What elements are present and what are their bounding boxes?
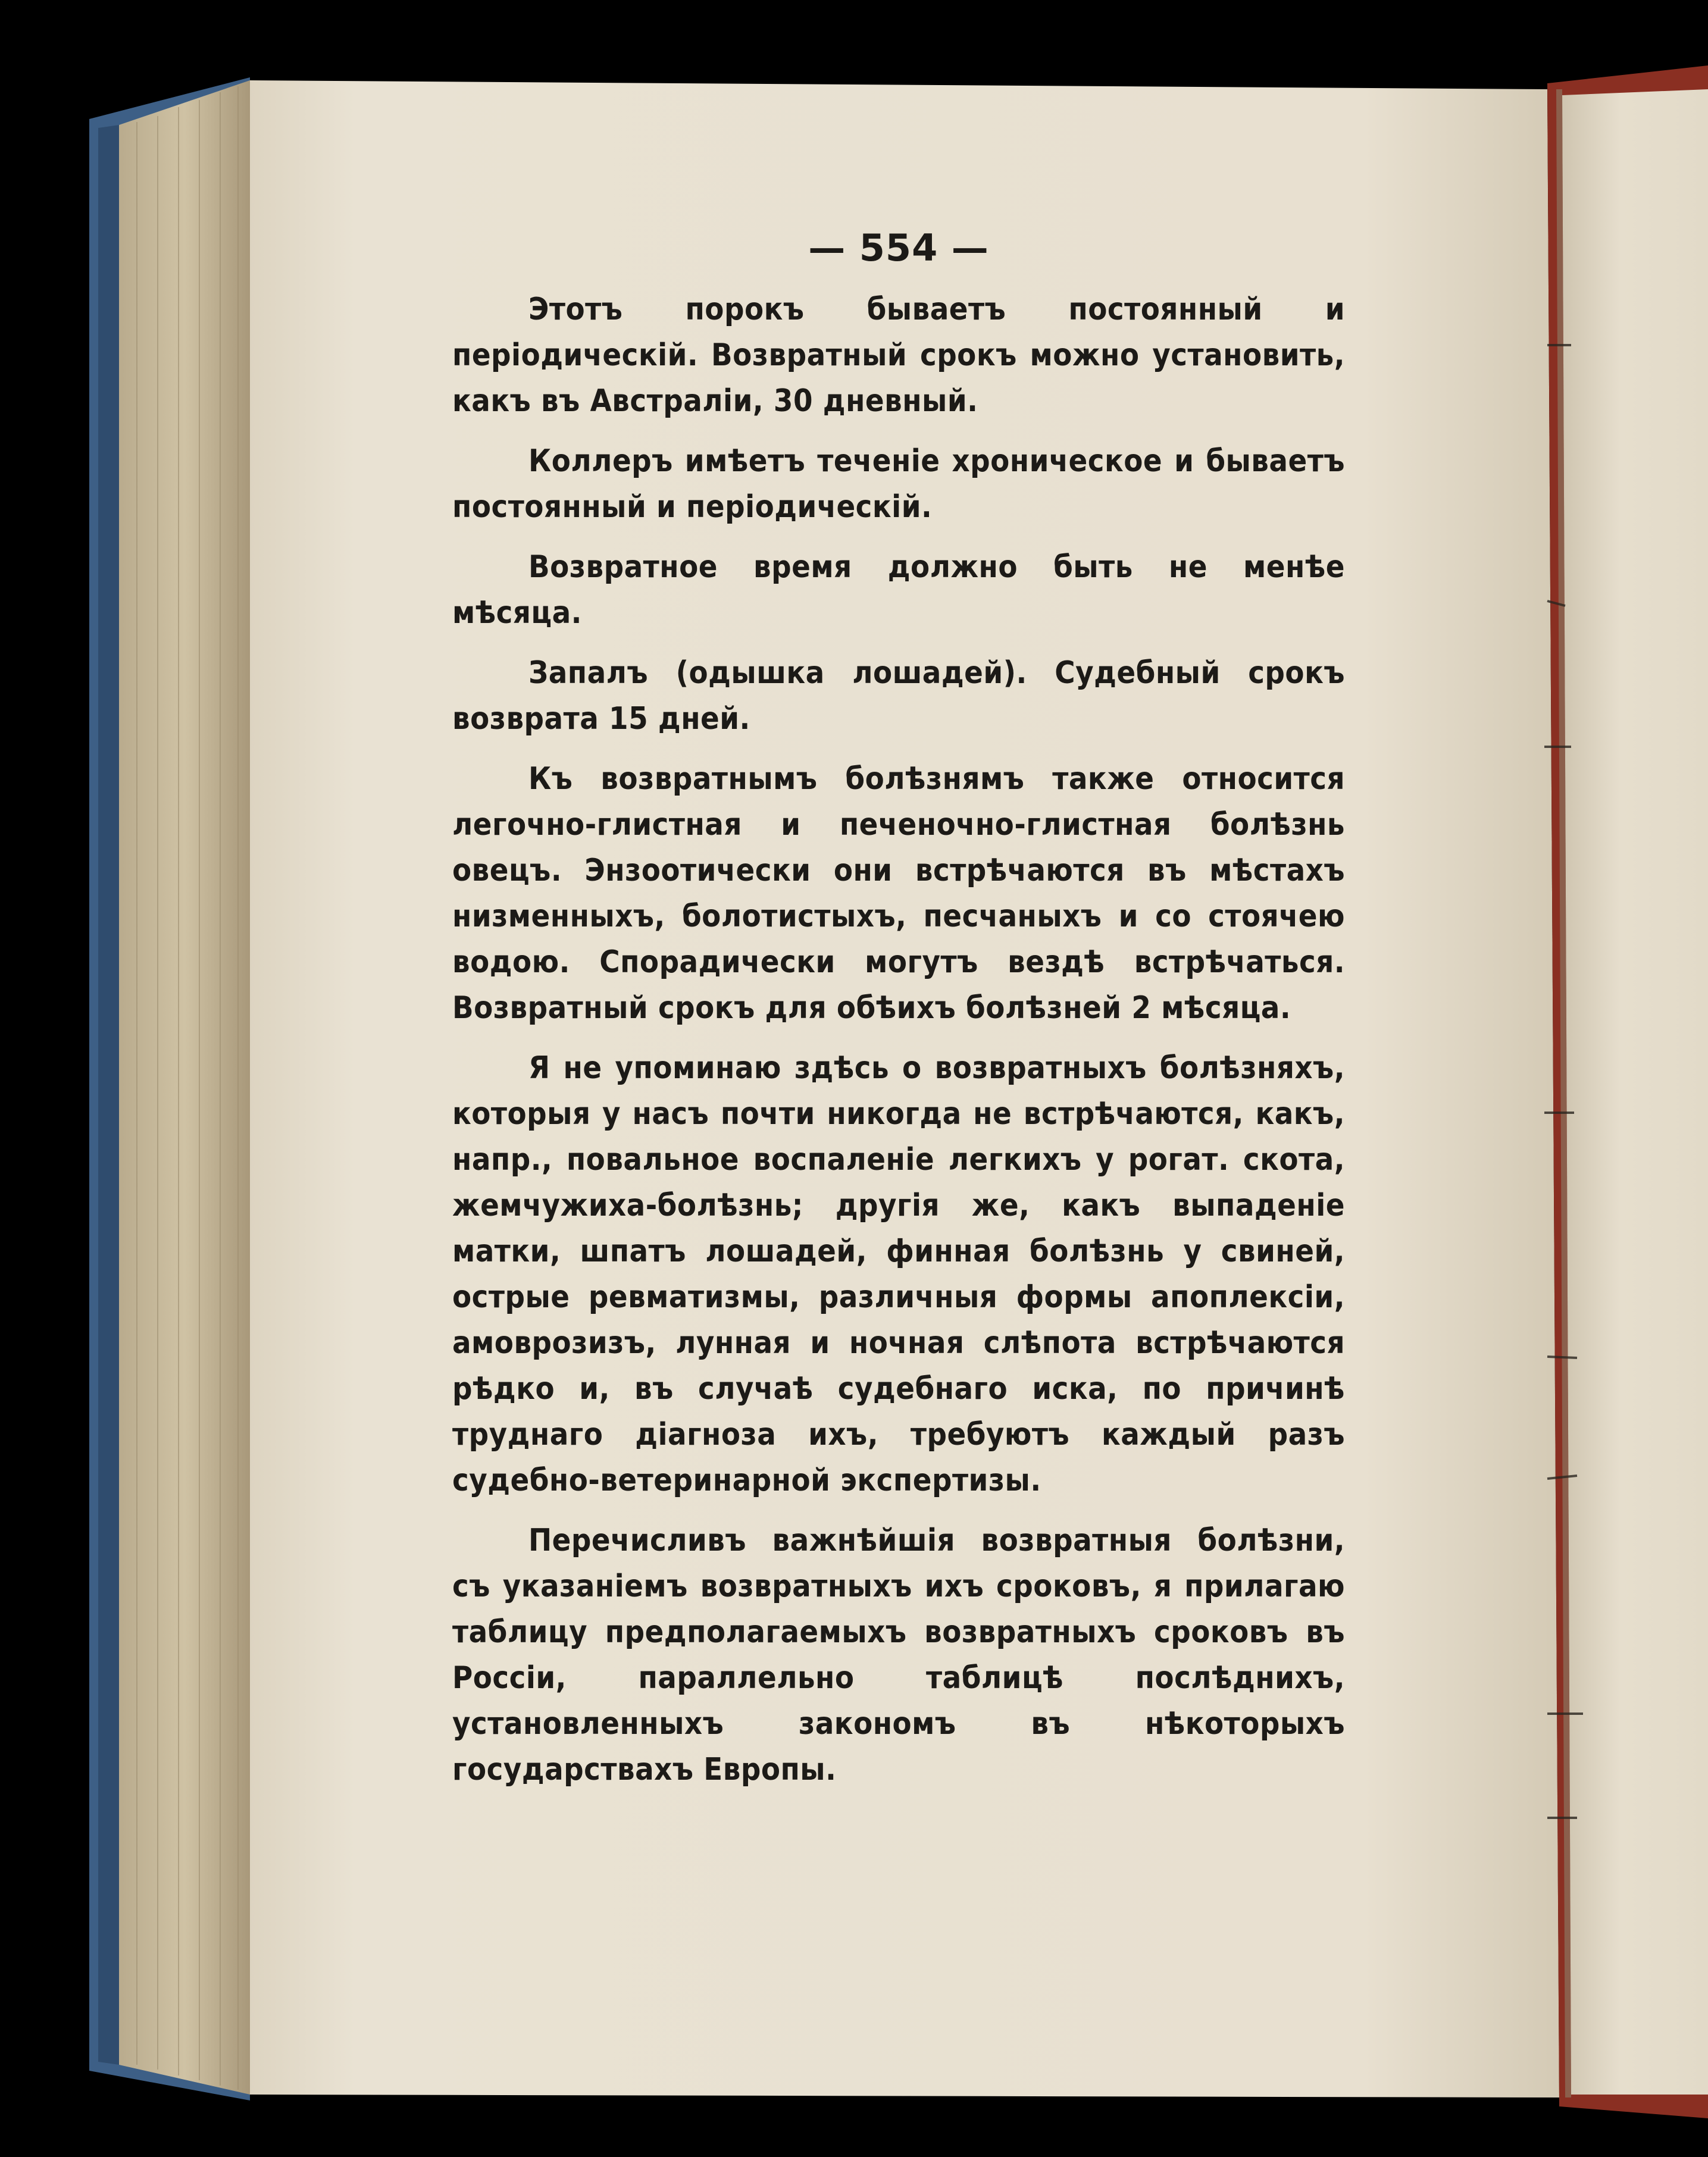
paragraph-5: Къ возвратнымъ болѣзнямъ также относится легочно-глистная и печеночно-глистная болѣзнь овецъ. Энзоотически они встрѣчаются въ мѣстахъ низменныхъ, болотистыхъ, песчаныхъ и со стоячею водою. Спорадически могутъ вездѣ встрѣчаться. Возвратный срокъ для обѣихъ болѣзней 2 мѣсяца.: [452, 761, 1345, 1026]
paragraph-2: Коллеръ имѣетъ теченіе хроническое и бываетъ постоянный и періодическій.: [452, 443, 1345, 525]
page-number: — 554 —: [808, 226, 989, 270]
paragraph-7: Перечисливъ важнѣйшія возвратныя болѣзни, съ указаніемъ возвратныхъ ихъ сроковъ, я прилагаю таблицу предполагаемыхъ возвратныхъ сроковъ въ Россіи, параллельно таблицѣ послѣднихъ, установленныхъ закономъ въ нѣкоторыхъ государствахъ Европы.: [452, 1523, 1345, 1788]
paragraph-3: Возвратное время должно быть не менѣе мѣсяца.: [452, 549, 1345, 631]
blue-cover-edge: [98, 125, 119, 2065]
paragraph-1: Этотъ порокъ бываетъ постоянный и періодическій. Возвратный срокъ можно установить, какъ въ Австраліи, 30 дневный.: [452, 292, 1345, 419]
page-edges-left: [119, 80, 250, 2095]
paragraph-6: Я не упоминаю здѣсь о возвратныхъ болѣзняхъ, которыя у насъ почти никогда не встрѣчаются, какъ, напр., повальное воспаленіе легкихъ у рогат. скота, жемчужиха-болѣзнь; другія же, какъ выпаденіе матки, шпатъ лошадей, финная болѣзнь у свиней, острые ревматизмы, различныя формы апоплексіи, амоврозизъ, лунная и ночная слѣпота встрѣчаются рѣдко и, въ случаѣ судебнаго иска, по причинѣ труднаго діагноза ихъ, требуютъ каждый разъ судебно-ветеринарной экспертизы.: [452, 1050, 1345, 1499]
paragraph-4: Запалъ (одышка лошадей). Судебный срокъ возврата 15 дней.: [452, 655, 1345, 737]
right-page: [1562, 89, 1708, 2095]
page-text-block: [452, 226, 1345, 1807]
